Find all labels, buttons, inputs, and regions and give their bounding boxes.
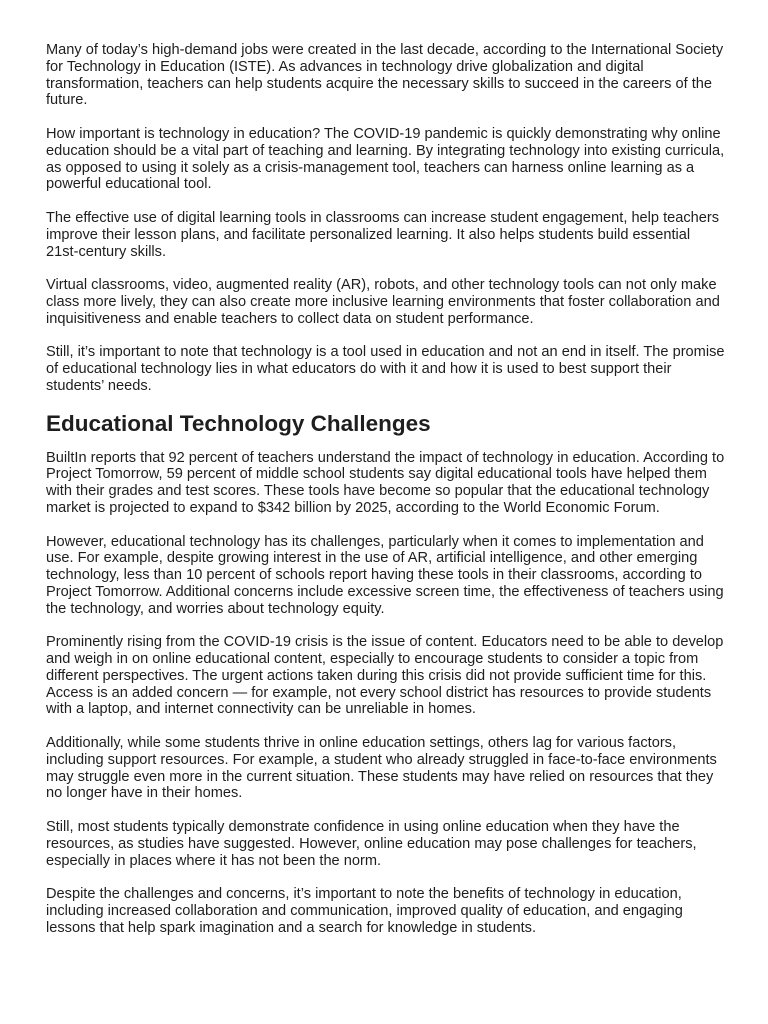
intro-paragraph: How important is technology in education? The COVID-19 pandemic is quickly demonstrating why online education should be a vital part of teaching and learning. By integrating technology into existing curricula, as opposed to using it solely as a crisis-management tool, teachers can harness online learning as a powerful educational tool. — [46, 125, 725, 193]
section-paragraph: Despite the challenges and concerns, it’s important to note the benefits of technology in education, including increased collaboration and communication, improved quality of education, and engaging lessons that help spark imagination and a search for knowledge in students. — [46, 886, 683, 936]
intro-paragraph: Many of today’s high-demand jobs were created in the last decade, according to the International Society for Technology in Education (ISTE). As advances in technology drive globalization and digital transformation, teachers can help students acquire the necessary skills to succeed in the careers of the future. — [46, 42, 724, 109]
intro-paragraph: Still, it’s important to note that technology is a tool used in education and not an end in itself. The promise of educational technology lies in what educators do with it and how it is used to best support their students’ needs. — [46, 344, 725, 394]
section-paragraph: BuiltIn reports that 92 percent of teachers understand the impact of technology in education. According to Project Tomorrow, 59 percent of middle school students say digital educational tools have helped them with their grades and test scores. These tools have become so popular that the educational technology market is projected to expand to $342 billion by 2025, according to the World Economic Forum. — [46, 449, 725, 516]
intro-paragraph: The effective use of digital learning tools in classrooms can increase student engagement, help teachers improve their lesson plans, and facilitate personalized learning. It also helps students build essential 21st-century skills. — [46, 209, 720, 260]
intro-paragraph: Virtual classrooms, video, augmented reality (AR), robots, and other technology tools can not only make class more lively, they can also create more inclusive learning environments that foster collaboration and inquisitiveness and enable teachers to collect data on student performance. — [46, 277, 720, 327]
section-paragraph: However, educational technology has its challenges, particularly when it comes to implementation and use. For example, despite growing interest in the use of AR, artificial intelligence, and other emerging technology, less than 10 percent of schools report having these tools in their classrooms, according to Project Tomorrow. Additional concerns include excessive screen time, the effectiveness of teachers using the technology, and worries about technology equity. — [46, 533, 724, 617]
section-heading: Educational Technology Challenges — [46, 410, 431, 436]
section-paragraph: Prominently rising from the COVID-19 crisis is the issue of content. Educators need to be able to develop and weigh in on online educational content, especially to encourage students to consider a topic from different perspectives. The urgent actions taken during this crisis did not provide sufficient time for this. Access is an added concern — for example, not every school district has resources to provide students with a laptop, and internet connectivity can be unreliable in homes. — [46, 634, 724, 718]
section-paragraph: Additionally, while some students thrive in online education settings, others lag for various factors, including support resources. For example, a student who already struggled in face-to-face environments may struggle even more in the current situation. These students may have relied on resources that they no longer have in their homes. — [46, 735, 717, 802]
section-paragraph: Still, most students typically demonstrate confidence in using online education when they have the resources, as studies have suggested. However, online education may pose challenges for teachers, especially in places where it has not been the norm. — [46, 819, 697, 869]
document-page — [46, 42, 726, 953]
